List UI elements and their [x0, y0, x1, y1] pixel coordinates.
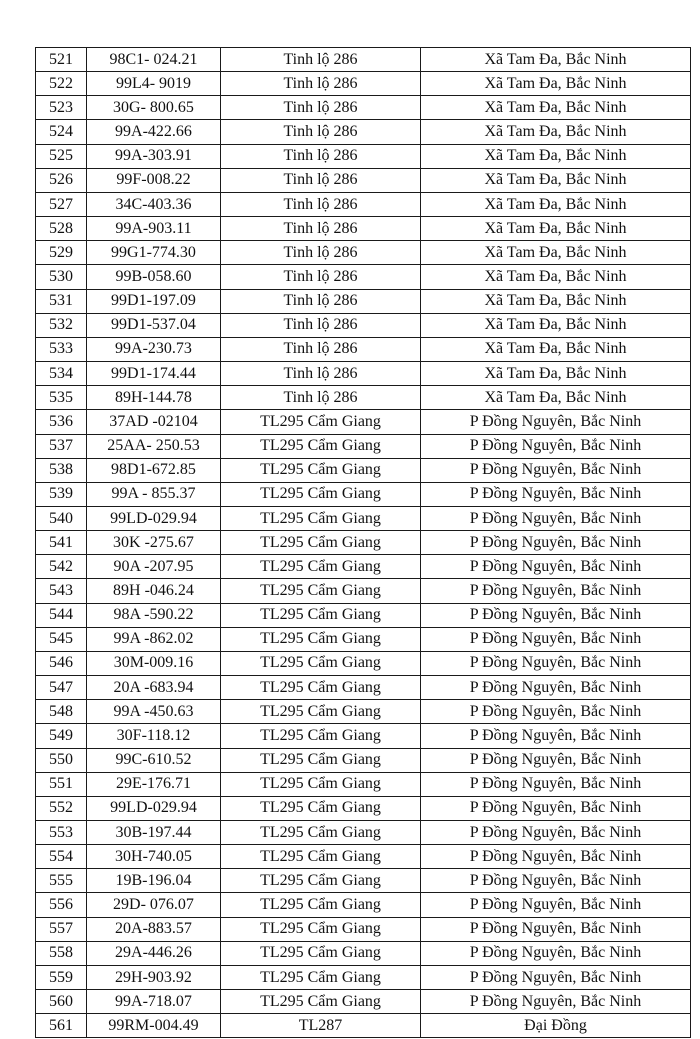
license-plate-cell: 30K -275.67 — [87, 531, 221, 555]
row-number-cell: 561 — [36, 1014, 87, 1038]
road-cell: TL295 Cẩm Giang — [221, 555, 421, 579]
location-cell: P Đồng Nguyên, Bắc Ninh — [421, 845, 691, 869]
license-plate-cell: 98A -590.22 — [87, 603, 221, 627]
location-cell: P Đồng Nguyên, Bắc Ninh — [421, 506, 691, 530]
location-cell: P Đồng Nguyên, Bắc Ninh — [421, 482, 691, 506]
road-cell: TL295 Cẩm Giang — [221, 506, 421, 530]
table-row — [36, 676, 691, 700]
license-plate-cell: 99A -450.63 — [87, 700, 221, 724]
license-plate-cell: 99A-903.11 — [87, 217, 221, 241]
location-cell: P Đồng Nguyên, Bắc Ninh — [421, 821, 691, 845]
row-number-cell: 538 — [36, 458, 87, 482]
location-cell: Xã Tam Đa, Bắc Ninh — [421, 337, 691, 361]
license-plate-cell: 99G1-774.30 — [87, 241, 221, 265]
license-plate-cell: 20A -683.94 — [87, 676, 221, 700]
location-cell: Xã Tam Đa, Bắc Ninh — [421, 313, 691, 337]
location-cell: Xã Tam Đa, Bắc Ninh — [421, 144, 691, 168]
road-cell: Tinh lộ 286 — [221, 120, 421, 144]
license-plate-cell: 29A-446.26 — [87, 941, 221, 965]
table-row — [36, 386, 691, 410]
table-row — [36, 772, 691, 796]
road-cell: TL295 Cẩm Giang — [221, 965, 421, 989]
license-plate-cell: 30M-009.16 — [87, 651, 221, 675]
row-number-cell: 559 — [36, 965, 87, 989]
license-plate-cell: 19B-196.04 — [87, 869, 221, 893]
license-plate-cell: 89H -046.24 — [87, 579, 221, 603]
row-number-cell: 560 — [36, 990, 87, 1014]
table-row — [36, 917, 691, 941]
row-number-cell: 522 — [36, 72, 87, 96]
location-cell: P Đồng Nguyên, Bắc Ninh — [421, 676, 691, 700]
row-number-cell: 533 — [36, 337, 87, 361]
row-number-cell: 553 — [36, 821, 87, 845]
location-cell: P Đồng Nguyên, Bắc Ninh — [421, 410, 691, 434]
road-cell: TL295 Cẩm Giang — [221, 821, 421, 845]
table-row — [36, 531, 691, 555]
location-cell: P Đồng Nguyên, Bắc Ninh — [421, 869, 691, 893]
road-cell: Tinh lộ 286 — [221, 265, 421, 289]
road-cell: Tinh lộ 286 — [221, 217, 421, 241]
license-plate-cell: 30H-740.05 — [87, 845, 221, 869]
table-row — [36, 265, 691, 289]
license-plate-cell: 99LD-029.94 — [87, 796, 221, 820]
location-cell: Xã Tam Đa, Bắc Ninh — [421, 72, 691, 96]
road-cell: TL295 Cẩm Giang — [221, 627, 421, 651]
table-row — [36, 990, 691, 1014]
road-cell: TL295 Cẩm Giang — [221, 579, 421, 603]
location-cell: Xã Tam Đa, Bắc Ninh — [421, 265, 691, 289]
location-cell: Xã Tam Đa, Bắc Ninh — [421, 362, 691, 386]
location-cell: P Đồng Nguyên, Bắc Ninh — [421, 579, 691, 603]
license-plate-cell: 30B-197.44 — [87, 821, 221, 845]
road-cell: TL295 Cẩm Giang — [221, 700, 421, 724]
location-cell: Xã Tam Đa, Bắc Ninh — [421, 48, 691, 72]
road-cell: Tinh lộ 286 — [221, 386, 421, 410]
row-number-cell: 541 — [36, 531, 87, 555]
license-plate-cell: 29E-176.71 — [87, 772, 221, 796]
row-number-cell: 524 — [36, 120, 87, 144]
row-number-cell: 555 — [36, 869, 87, 893]
row-number-cell: 529 — [36, 241, 87, 265]
table-row — [36, 192, 691, 216]
table-row — [36, 603, 691, 627]
table-row — [36, 506, 691, 530]
license-plate-cell: 34C-403.36 — [87, 192, 221, 216]
location-cell: Xã Tam Đa, Bắc Ninh — [421, 217, 691, 241]
license-plate-cell: 99A-718.07 — [87, 990, 221, 1014]
row-number-cell: 531 — [36, 289, 87, 313]
row-number-cell: 525 — [36, 144, 87, 168]
table-row — [36, 1014, 691, 1038]
road-cell: TL287 — [221, 1014, 421, 1038]
license-plate-cell: 99D1-197.09 — [87, 289, 221, 313]
row-number-cell: 539 — [36, 482, 87, 506]
license-plate-cell: 29D- 076.07 — [87, 893, 221, 917]
table-row — [36, 362, 691, 386]
table-row — [36, 579, 691, 603]
license-plate-cell: 99A-230.73 — [87, 337, 221, 361]
road-cell: TL295 Cẩm Giang — [221, 458, 421, 482]
location-cell: P Đồng Nguyên, Bắc Ninh — [421, 917, 691, 941]
table-row — [36, 627, 691, 651]
location-cell: P Đồng Nguyên, Bắc Ninh — [421, 772, 691, 796]
table-row — [36, 144, 691, 168]
license-plate-cell: 99D1-174.44 — [87, 362, 221, 386]
road-cell: Tinh lộ 286 — [221, 337, 421, 361]
road-cell: Tinh lộ 286 — [221, 144, 421, 168]
license-plate-cell: 99A-422.66 — [87, 120, 221, 144]
row-number-cell: 536 — [36, 410, 87, 434]
table-row — [36, 217, 691, 241]
road-cell: Tinh lộ 286 — [221, 72, 421, 96]
license-plate-cell: 89H-144.78 — [87, 386, 221, 410]
road-cell: TL295 Cẩm Giang — [221, 941, 421, 965]
row-number-cell: 537 — [36, 434, 87, 458]
table-row — [36, 48, 691, 72]
violations-table — [35, 47, 691, 1038]
location-cell: Xã Tam Đa, Bắc Ninh — [421, 120, 691, 144]
row-number-cell: 558 — [36, 941, 87, 965]
table-row — [36, 241, 691, 265]
license-plate-cell: 99D1-537.04 — [87, 313, 221, 337]
location-cell: P Đồng Nguyên, Bắc Ninh — [421, 796, 691, 820]
row-number-cell: 546 — [36, 651, 87, 675]
table-row — [36, 941, 691, 965]
table-row — [36, 289, 691, 313]
road-cell: Tinh lộ 286 — [221, 168, 421, 192]
road-cell: TL295 Cẩm Giang — [221, 603, 421, 627]
location-cell: Xã Tam Đa, Bắc Ninh — [421, 289, 691, 313]
road-cell: TL295 Cẩm Giang — [221, 893, 421, 917]
road-cell: TL295 Cẩm Giang — [221, 531, 421, 555]
row-number-cell: 534 — [36, 362, 87, 386]
row-number-cell: 540 — [36, 506, 87, 530]
row-number-cell: 552 — [36, 796, 87, 820]
table-row — [36, 120, 691, 144]
road-cell: Tinh lộ 286 — [221, 241, 421, 265]
row-number-cell: 535 — [36, 386, 87, 410]
license-plate-cell: 30F-118.12 — [87, 724, 221, 748]
road-cell: TL295 Cẩm Giang — [221, 869, 421, 893]
table-row — [36, 700, 691, 724]
road-cell: Tinh lộ 286 — [221, 192, 421, 216]
row-number-cell: 544 — [36, 603, 87, 627]
row-number-cell: 532 — [36, 313, 87, 337]
location-cell: Xã Tam Đa, Bắc Ninh — [421, 96, 691, 120]
road-cell: TL295 Cẩm Giang — [221, 917, 421, 941]
location-cell: P Đồng Nguyên, Bắc Ninh — [421, 748, 691, 772]
road-cell: TL295 Cẩm Giang — [221, 772, 421, 796]
road-cell: Tinh lộ 286 — [221, 362, 421, 386]
license-plate-cell: 99RM-004.49 — [87, 1014, 221, 1038]
license-plate-cell: 37AD -02104 — [87, 410, 221, 434]
table-row — [36, 313, 691, 337]
row-number-cell: 550 — [36, 748, 87, 772]
location-cell: P Đồng Nguyên, Bắc Ninh — [421, 893, 691, 917]
table-row — [36, 965, 691, 989]
table-row — [36, 96, 691, 120]
license-plate-cell: 25AA- 250.53 — [87, 434, 221, 458]
license-plate-cell: 99A-303.91 — [87, 144, 221, 168]
location-cell: P Đồng Nguyên, Bắc Ninh — [421, 627, 691, 651]
row-number-cell: 528 — [36, 217, 87, 241]
location-cell: P Đồng Nguyên, Bắc Ninh — [421, 965, 691, 989]
table-row — [36, 337, 691, 361]
row-number-cell: 554 — [36, 845, 87, 869]
row-number-cell: 523 — [36, 96, 87, 120]
table-row — [36, 168, 691, 192]
license-plate-cell: 99LD-029.94 — [87, 506, 221, 530]
road-cell: Tinh lộ 286 — [221, 48, 421, 72]
license-plate-cell: 98C1- 024.21 — [87, 48, 221, 72]
license-plate-cell: 99A -862.02 — [87, 627, 221, 651]
row-number-cell: 548 — [36, 700, 87, 724]
row-number-cell: 556 — [36, 893, 87, 917]
row-number-cell: 551 — [36, 772, 87, 796]
location-cell: P Đồng Nguyên, Bắc Ninh — [421, 555, 691, 579]
location-cell: Xã Tam Đa, Bắc Ninh — [421, 192, 691, 216]
license-plate-cell: 20A-883.57 — [87, 917, 221, 941]
license-plate-cell: 98D1-672.85 — [87, 458, 221, 482]
license-plate-cell: 99C-610.52 — [87, 748, 221, 772]
road-cell: TL295 Cẩm Giang — [221, 482, 421, 506]
license-plate-cell: 99B-058.60 — [87, 265, 221, 289]
road-cell: TL295 Cẩm Giang — [221, 796, 421, 820]
row-number-cell: 543 — [36, 579, 87, 603]
license-plate-cell: 29H-903.92 — [87, 965, 221, 989]
license-plate-cell: 99F-008.22 — [87, 168, 221, 192]
road-cell: TL295 Cẩm Giang — [221, 434, 421, 458]
table-row — [36, 434, 691, 458]
location-cell: P Đồng Nguyên, Bắc Ninh — [421, 651, 691, 675]
license-plate-cell: 99A - 855.37 — [87, 482, 221, 506]
table-row — [36, 821, 691, 845]
location-cell: Xã Tam Đa, Bắc Ninh — [421, 386, 691, 410]
location-cell: Đại Đồng — [421, 1014, 691, 1038]
license-plate-cell: 30G- 800.65 — [87, 96, 221, 120]
road-cell: TL295 Cẩm Giang — [221, 845, 421, 869]
location-cell: P Đồng Nguyên, Bắc Ninh — [421, 941, 691, 965]
row-number-cell: 542 — [36, 555, 87, 579]
road-cell: TL295 Cẩm Giang — [221, 676, 421, 700]
table-row — [36, 748, 691, 772]
location-cell: P Đồng Nguyên, Bắc Ninh — [421, 603, 691, 627]
location-cell: P Đồng Nguyên, Bắc Ninh — [421, 724, 691, 748]
table-body — [36, 48, 691, 1038]
road-cell: TL295 Cẩm Giang — [221, 724, 421, 748]
table-row — [36, 651, 691, 675]
row-number-cell: 547 — [36, 676, 87, 700]
license-plate-cell: 90A -207.95 — [87, 555, 221, 579]
table-row — [36, 893, 691, 917]
table-row — [36, 482, 691, 506]
road-cell: TL295 Cẩm Giang — [221, 748, 421, 772]
row-number-cell: 557 — [36, 917, 87, 941]
table-row — [36, 796, 691, 820]
location-cell: Xã Tam Đa, Bắc Ninh — [421, 168, 691, 192]
location-cell: P Đồng Nguyên, Bắc Ninh — [421, 458, 691, 482]
table-row — [36, 869, 691, 893]
location-cell: P Đồng Nguyên, Bắc Ninh — [421, 531, 691, 555]
table-row — [36, 555, 691, 579]
table-row — [36, 410, 691, 434]
row-number-cell: 527 — [36, 192, 87, 216]
location-cell: Xã Tam Đa, Bắc Ninh — [421, 241, 691, 265]
road-cell: Tinh lộ 286 — [221, 289, 421, 313]
location-cell: P Đồng Nguyên, Bắc Ninh — [421, 434, 691, 458]
road-cell: Tinh lộ 286 — [221, 96, 421, 120]
road-cell: Tinh lộ 286 — [221, 313, 421, 337]
license-plate-cell: 99L4- 9019 — [87, 72, 221, 96]
location-cell: P Đồng Nguyên, Bắc Ninh — [421, 700, 691, 724]
row-number-cell: 545 — [36, 627, 87, 651]
location-cell: P Đồng Nguyên, Bắc Ninh — [421, 990, 691, 1014]
row-number-cell: 521 — [36, 48, 87, 72]
table-row — [36, 724, 691, 748]
row-number-cell: 530 — [36, 265, 87, 289]
row-number-cell: 549 — [36, 724, 87, 748]
table-row — [36, 72, 691, 96]
table-row — [36, 458, 691, 482]
road-cell: TL295 Cẩm Giang — [221, 410, 421, 434]
table-row — [36, 845, 691, 869]
road-cell: TL295 Cẩm Giang — [221, 651, 421, 675]
row-number-cell: 526 — [36, 168, 87, 192]
road-cell: TL295 Cẩm Giang — [221, 990, 421, 1014]
